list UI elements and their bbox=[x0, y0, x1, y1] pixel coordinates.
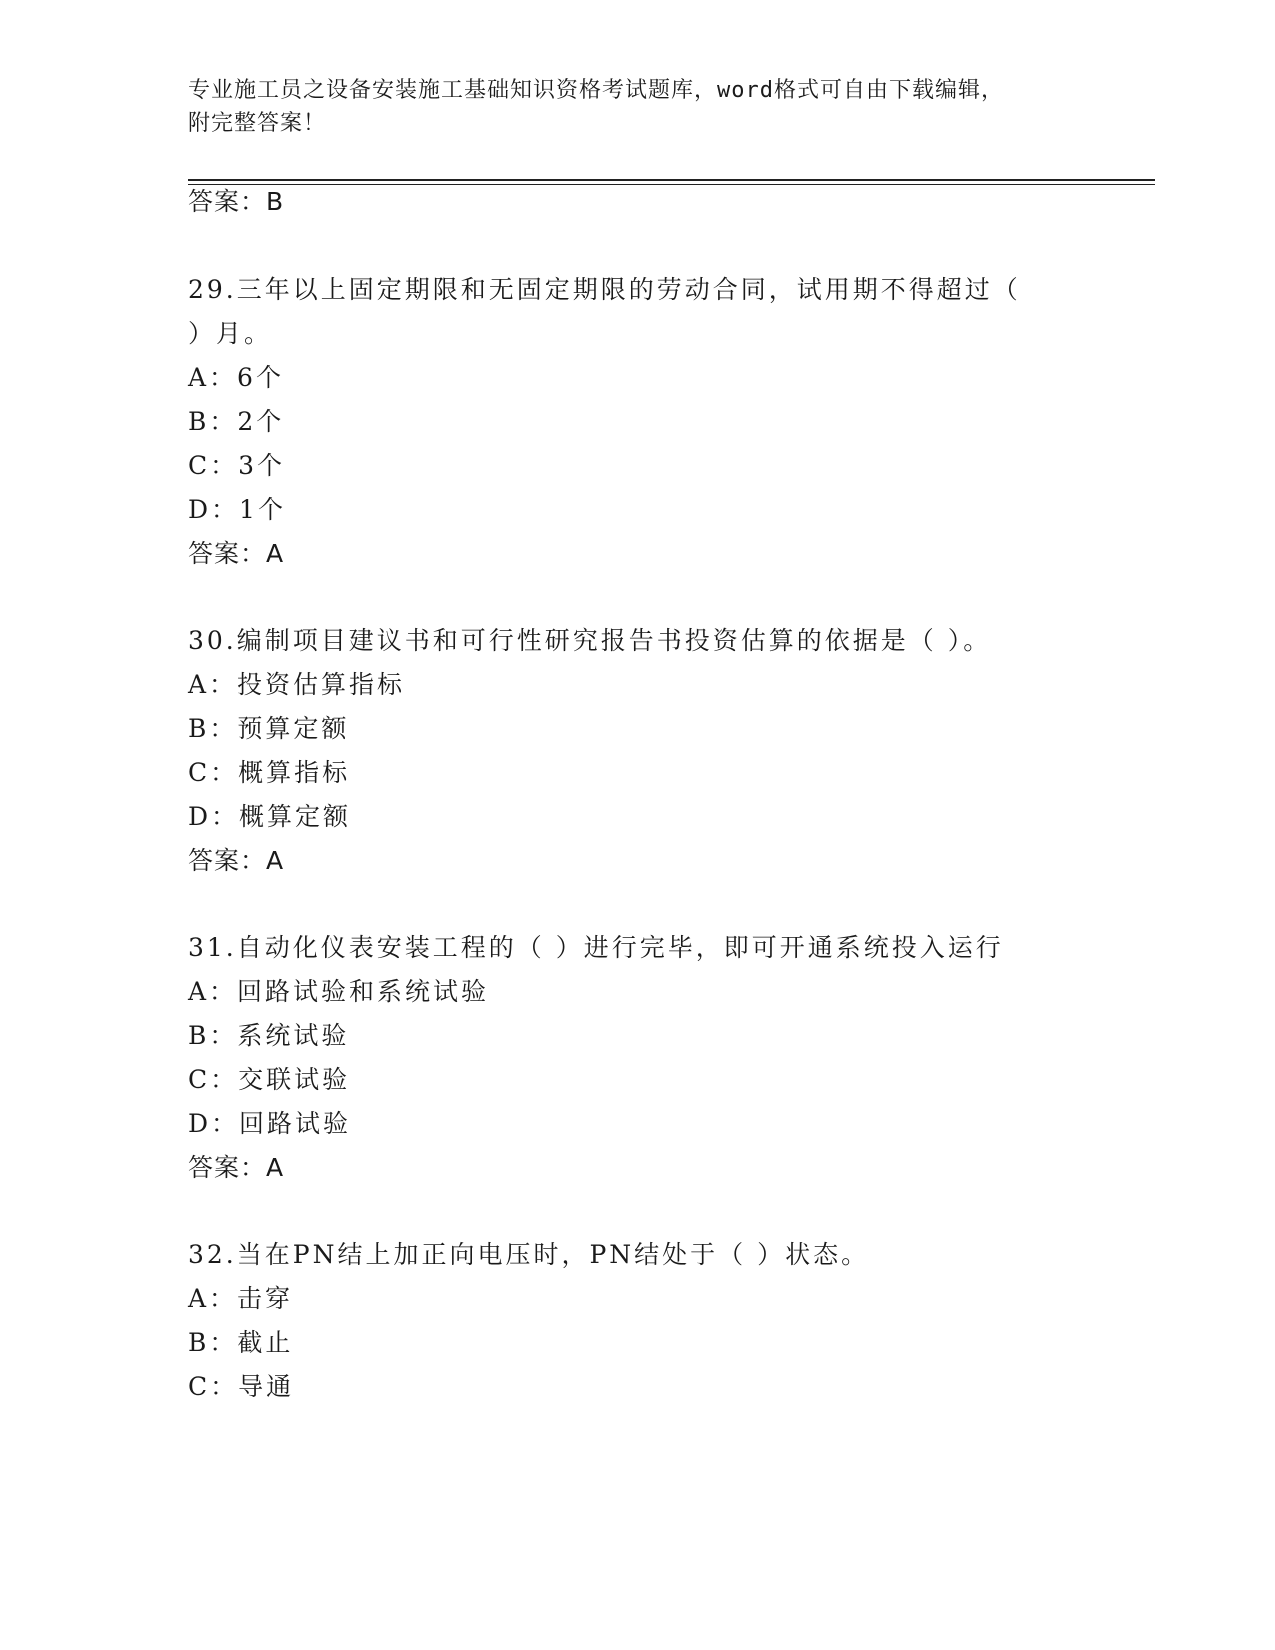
question-30-option-c: C：概算指标 bbox=[188, 758, 351, 787]
question-29-stem-line-2: ）月。 bbox=[188, 319, 273, 348]
question-31-option-c: C：交联试验 bbox=[188, 1065, 351, 1094]
question-29-stem-line-1: 29.三年以上固定期限和无固定期限的劳动合同，试用期不得超过（ bbox=[188, 275, 1021, 304]
question-29-answer: 答案：A bbox=[188, 539, 285, 568]
header-line-2: 附完整答案！ bbox=[188, 111, 327, 136]
question-30-stem: 30.编制项目建议书和可行性研究报告书投资估算的依据是（ ）。 bbox=[188, 626, 992, 655]
question-31-option-b: B：系统试验 bbox=[188, 1021, 350, 1050]
question-29-option-a: A：6个 bbox=[188, 363, 284, 392]
previous-answer: 答案：B bbox=[188, 187, 285, 216]
question-29-option-d: D：1个 bbox=[188, 495, 286, 524]
question-31-stem: 31.自动化仪表安装工程的（ ）进行完毕，即可开通系统投入运行 bbox=[188, 933, 1004, 962]
document-header bbox=[188, 74, 1088, 140]
question-32-option-c: C：导通 bbox=[188, 1372, 295, 1401]
question-31-option-d: D：回路试验 bbox=[188, 1109, 352, 1138]
question-30-option-a: A：投资估算指标 bbox=[188, 670, 406, 699]
question-31-option-a: A：回路试验和系统试验 bbox=[188, 977, 490, 1006]
question-30-option-b: B：预算定额 bbox=[188, 714, 350, 743]
question-30-answer: 答案：A bbox=[188, 846, 285, 875]
question-29-option-c: C：3个 bbox=[188, 451, 286, 480]
header-line-1: 专业施工员之设备安装施工基础知识资格考试题库，word格式可自由下载编辑， bbox=[188, 78, 1004, 103]
question-32-option-b: B：截止 bbox=[188, 1328, 294, 1357]
question-30-option-d: D：概算定额 bbox=[188, 802, 352, 831]
header-divider-thick bbox=[188, 179, 1155, 181]
question-32-option-a: A：击穿 bbox=[188, 1284, 294, 1313]
question-29-option-b: B：2个 bbox=[188, 407, 285, 436]
question-31-answer: 答案：A bbox=[188, 1153, 285, 1182]
header-divider-thin bbox=[188, 184, 1155, 185]
question-32-stem: 32.当在PN结上加正向电压时，PN结处于（ ）状态。 bbox=[188, 1240, 870, 1269]
